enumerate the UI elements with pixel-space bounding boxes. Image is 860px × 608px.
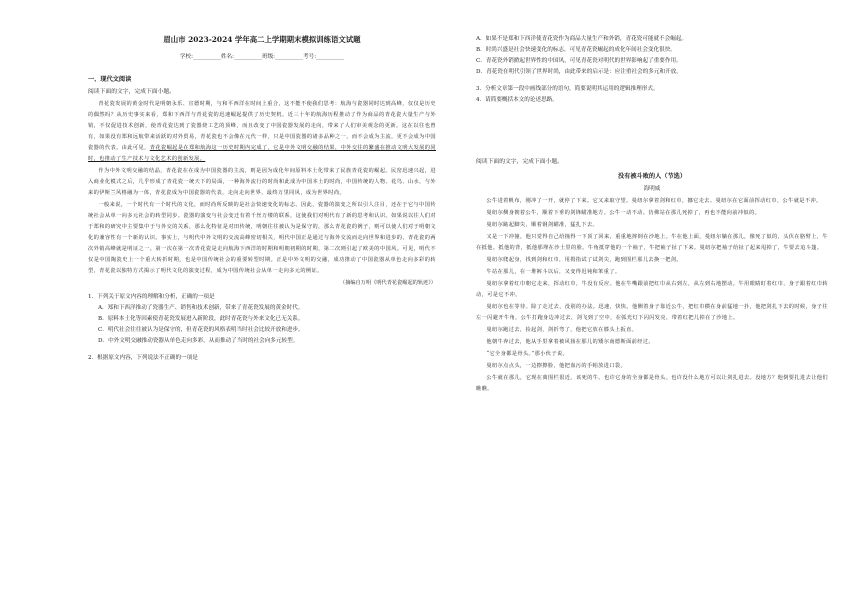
story-paragraph: 曼纽尔侧身朝着公牛，顺着下垂的剑锋瞄准地方。公牛一动不动。仿佛站在那儿死掉了，再也不能向前冲似的。 — [486, 210, 761, 216]
passage-paragraph-2: 作为中外文明交融的结晶，青花瓷在在成为中国瓷器的主流，则是因为成化年间原料本土化带来了民族青花瓷的崛起。民窑迅速兴起，进入商业化模式之后，几乎形成了青花瓷一统天下的局面，一种海外流行的时尚和此成为中国本土的时尚，中国传统的人物、花鸟、山水，与外来的伊斯兰风格融为一体，青花瓷成为中国瓷器的代表，走向走向世界，最终万里同风，成为世界时尚。 — [88, 168, 436, 196]
story-paragraph: 曼纽尔爬起身，找到剑和红巾，用拇指试了试剑尖，跑到围栏那儿去换一把剑。 — [486, 257, 682, 263]
story-paragraph: 公牛进着帆布，刚冲了一开，就停了下来。它又来取守望。曼纽尔拿着剑和红巾，挪它走去。曼纽尔在它面前挥动红巾，公牛就是不冲。 — [486, 198, 822, 204]
underlined-sentence: 青花瓷崛起是在郑和航海这一历史时期内完成了，它是中外文明交融的结果，中外交往的繁盛在推动文明大发展的同时，也推动了生产技术与文化艺术的创新发展。 — [88, 145, 436, 162]
story-author: 海明威 — [643, 186, 661, 192]
option-d: D．青花瓷在明代引领了世界时尚，由此带来的启示是：应注重社会的多元和开放。 — [476, 69, 682, 75]
right-column — [476, 34, 828, 596]
story-paragraph: 公牛就在那儿，它现在离围栏很近。该死的牛。也许它身的全身都是骨头。也许没什么地方可以让剑扎进去。没地方？他倒要扎进去让他们瞧瞧。 — [476, 375, 828, 392]
left-column — [88, 34, 436, 596]
story-paragraph: 曼纽尔跑过去，捡起剑，剑折弯了，他把它放在膝头上扳直。 — [486, 327, 638, 333]
option-c: C．青花瓷外销掀起世界性的中国风，可见青花瓷对明代的世界影响起了重要作用。 — [476, 58, 682, 64]
story-paragraph: 曼纽尔拿着红巾朝它走来，挥动红巾，牛没有反应。他在牛嘴跟前把红巾从右到左，从左到右地摆动。牛用眼睛盯着红巾，身子跟着红巾转动，可是它不冲。 — [476, 281, 828, 298]
reading-instruction-2: 阅读下面的文字，完成下面小题。 — [476, 159, 563, 165]
story-paragraph: “它全身都是骨头。”那小伙子说。 — [486, 351, 569, 357]
question-1-options — [98, 303, 436, 347]
story-paragraph: 又是一下冲撞，他只觉得自己给撞得一下顶了回来，重重地摔倒在沙地上。牛在他上面，曼纽尔躺在那儿，像死了似的，头伏在胳臂上，牛在抵他。抵他的背，抵他那埋在沙土里的脸。牛角抵穿他的一个袖子，牛把袖子扯了下来。曼纽尔把袖子给扯了起来甩掉了，牛要去追斗篷。 — [476, 234, 828, 251]
option-a: A．郑和下西洋推动了瓷器生产、销售和技术创新，带来了青花瓷发展的黄金时代。 — [98, 305, 304, 311]
story-paragraph: 曼纽尔也在等待。除了走过去，没别的办法。迅速，快快。他侧着身子靠近公牛，把红巾横在身前猛地一扑，他把剑扎下去的时候，身子往左一闪避开牛角。公牛打跑身边冲过去，剑飞到了空中，在弧光灯下闪闪发亮，带着红把儿掉在了沙地上。 — [476, 304, 828, 321]
option-b: B．时尚兴盛是社会快速变化的标志，可见青花瓷崛起的成化年间社会变化很快。 — [476, 47, 676, 53]
option-c: C．明代社会往往被认为是保守的，但青花瓷的风格表明当时社会比较开放和进步。 — [98, 327, 304, 333]
story-paragraph: 他朝牛奔过去，他从手里拿着被风扬在那儿的矮尔南德斯面前经过。 — [486, 339, 655, 345]
question-4: 4．请简要概括本文的论述思路。 — [476, 97, 558, 103]
question-3: 3．分析文章第一段中画线部分的语句，简要说明其运用的逻辑推理形式。 — [476, 86, 659, 92]
section-heading: 一、现代文阅读 — [88, 76, 132, 83]
passage-source: （摘编自万明《明代青花瓷崛起的轨迹》） — [340, 280, 436, 286]
student-info-line: 学校:__________姓名:__________班级:__________考号:__________ — [179, 54, 345, 60]
question-2-stem: 2．根据原文内容，下列说法不正确的一项是 — [88, 355, 198, 361]
exam-title: 眉山市 2023-2024 学年高二上学期期末模拟训练语文试题 — [163, 35, 361, 44]
passage-paragraph-3: 一般来说，一个时代有一个时代的文化，而时尚所反映的是社会快速变化的标志。因此，瓷器的演变之所以引人注目，还在于它与中国传统社会从单一向多元社会的转型同步。瓷器的演变与社会变迁有着千丝万缕的联系，这使我们对明代有了新的思考和认识。如果说以往人们对于郑和的研究中主要集中于与外交的关系，那么化特征是对田传统，明朝往往被认为是保守的，那么青花瓷的例子，则可以使人们对于明朝文化的兼容性有一个新的认识。事实上，与明代中外文明的交流高峰密切相关，明代中国正是通过与海外交流而走向世界和进步的，青花瓷的两次外销高峰就是明证之一。第一次在第一次青花瓷是走向航海下西洋的时期和明朝初期的时期，第二次则引起了欧美的中国风。可见，明代不仅是中国陶瓷史上一个重大转折时期，也是中国传统社会的重要转型时期。正是中外文明的交融，成功推动了中国瓷器从单色走向多彩的转型，青花瓷以独特方式揭示了明代文化的演变过程，成为中国传统社会从单一走向多元的例证。 — [88, 202, 436, 274]
passage-paragraph-1: 青花瓷发展的黄金时代是明朝永乐、宣德时期，与和平西洋在时间上重合，这不能不使我们思考：航海与瓷器同时达到高峰，仅仅是历史的偶然吗？从历史事实来看，郑和下西洋与青花瓷的迅速崛起提供了历史契机。近三十年的航海历程推动了作为商品的青花瓷大量生产与外销，不仅促进技术创新，使青花瓷达到了瓷器烧工艺的顶峰，而且改变了中国瓷器发展的走向，带来了人们审美观念的更新。这在以往也曾有，如果没有郑和远航带来活跃的对外贸易，青花瓷也不会像在元代一样，只是中国瓷器的诸多品种之一，而不会成为主流，更不会成为中国瓷器的代表。由此可见，青花瓷崛起是在郑和航海这一历史时期内完成了，它是中外文明交融的结果，中外交往的繁盛在推动文明大发展的同时，也推动了生产技术与文化艺术的创新发展。 — [88, 101, 436, 162]
option-d: D．中外文明交融推动瓷器从单色走向多彩，从而推动了当时的社会向多元转型。 — [98, 338, 299, 344]
story-paragraph: 曼纽尔踮起脚尖，顺着钢剑瞄准，猛扎下去。 — [486, 222, 599, 228]
option-a: A．如果不是郑和下西洋使青花瓷作为商品大量生产和外销，青花瓷可能就不会崛起。 — [476, 36, 688, 42]
reading-instruction: 阅读下面的文字，完成下面小题。 — [88, 89, 175, 95]
story-paragraph: 曼纽尔点点头，一边擦擦脸，他把血污的手帕放进口袋。 — [486, 363, 627, 369]
question-2-options — [476, 34, 828, 78]
option-b: B．原料本土化等因素使青花瓷发展进入新阶段，此时青花瓷与外来文化已无关系。 — [98, 316, 304, 322]
answer-space — [476, 106, 828, 156]
story-paragraph: 牛站在那儿，在一堆裤斗以后，又变得迟钝和笨重了。 — [486, 269, 621, 275]
story-title: 没有被斗败的人（节选） — [617, 173, 687, 180]
question-1-stem: 1．下列关于原文内容的理解和分析，正确的一项是 — [88, 294, 215, 300]
